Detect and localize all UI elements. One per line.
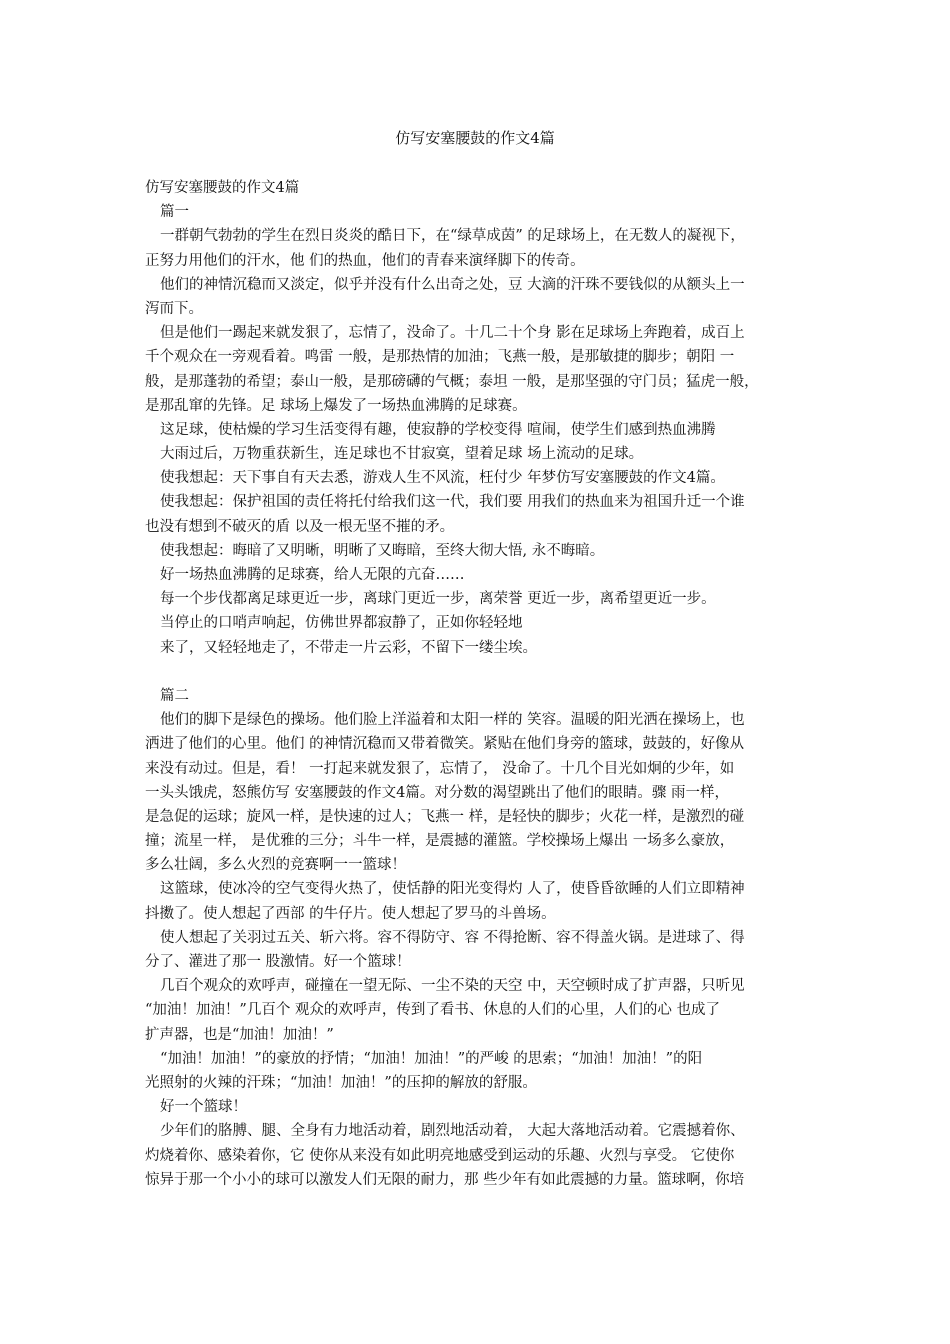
- paragraph-line: 光照射的火辣的汗珠；“加油！加油！”的压抑的解放的舒服。: [145, 1074, 537, 1091]
- paragraph-line: 使我想起：保护祖国的责任将托付给我们这一代，我们要 用我们的热血来为祖国升迁一个谁: [160, 494, 745, 511]
- section-heading: 篇一: [160, 204, 189, 221]
- paragraph-line: 但是他们一踢起来就发狠了，忘情了，没命了。十几二十个身 影在足球场上奔跑着，成百上: [160, 325, 745, 342]
- paragraph-line: 正努力用他们的汗水，他 们的热血，他们的青春来演绎脚下的传奇。: [145, 252, 585, 269]
- paragraph-line: 使人想起了关羽过五关、斩六将。容不得防守、容 不得抢断、容不得盖火锅。是进球了、得: [160, 929, 745, 946]
- paragraph-line: 每一个步伐都离足球更近一步，离球门更近一步，离荣誉 更近一步，离希望更近一步。: [160, 591, 716, 608]
- section-spacer: [145, 660, 817, 684]
- section-heading: 篇二: [160, 687, 189, 704]
- paragraph-line: 几百个观众的欢呼声，碰撞在一望无际、一尘不染的天空 中，天空顿时成了扩声器，只听见: [160, 978, 745, 995]
- document-body: [145, 176, 817, 1192]
- document-subtitle: 仿写安塞腰鼓的作文4篇: [145, 180, 300, 196]
- paragraph-line: “加油！加油！”几百个 观众的欢呼声，传到了看书、休息的人们的心里，人们的心 也成了: [145, 1002, 721, 1019]
- paragraph-line: 是急促的运球；旋风一样，是快速的过人；飞燕一 样，是轻快的脚步；火花一样，是激烈的碰: [145, 808, 745, 825]
- paragraph-line: 来没有动过。但是，看！ 一打起来就发狠了，忘情了， 没命了。十几个目光如炯的少年，如: [145, 760, 735, 777]
- paragraph-line: 当停止的口哨声响起，仿佛世界都寂静了，正如你轻轻地: [160, 615, 523, 632]
- paragraph-line: 千个观众在一旁观看着。鸣雷 一般，是那热情的加油；飞燕一般，是那敏捷的脚步；朝阳 一: [145, 349, 735, 366]
- paragraph-line: 扩声器，也是“加油！加油！”: [145, 1026, 334, 1043]
- paragraph-line: 他们的神情沉稳而又淡定，似乎并没有什么出奇之处，豆 大滴的汗珠不要钱似的从额头上一: [160, 276, 745, 293]
- paragraph-line: 好一场热血沸腾的足球赛，给人无限的亢奋……: [160, 567, 465, 583]
- paragraph-line: 多么壮阔，多么火烈的竞赛啊一一篮球！: [145, 857, 406, 874]
- paragraph-line: 使我想起：晦暗了又明晰，明晰了又晦暗，至终大彻大悟, 永不晦暗。: [160, 542, 605, 559]
- paragraph-line: 大雨过后，万物重获新生，连足球也不甘寂寞，望着足球 场上流动的足球。: [160, 446, 644, 463]
- paragraph-line: 是那乱窜的先锋。足 球场上爆发了一场热血沸腾的足球赛。: [145, 397, 527, 414]
- paragraph-line: 这足球，使枯燥的学习生活变得有趣，使寂静的学校变得 喧闹，使学生们感到热血沸腾: [160, 421, 716, 438]
- paragraph-line: 灼烧着你、感染着你，它 使你从来没有如此明亮地感受到运动的乐趣、火烈与享受。 它使你: [145, 1147, 735, 1164]
- paragraph-line: 撞；流星一样， 是优雅的三分；斗牛一样，是震撼的灌篮。学校操场上爆出 一场多么豪放，: [145, 833, 735, 850]
- paragraph-line: 这篮球，使冰冷的空气变得火热了，使恬静的阳光变得灼 人了，使昏昏欲睡的人们立即精神: [160, 881, 745, 898]
- paragraph-line: 惊异于那一个小小的球可以激发人们无限的耐力，那 些少年有如此震撼的力量。篮球啊，你培: [145, 1171, 745, 1188]
- paragraph-line: 泻而下。: [145, 300, 203, 317]
- paragraph-line: 一群朝气勃勃的学生在烈日炎炎的酷日下，在“绿草成茵” 的足球场上，在无数人的凝视下，: [160, 228, 745, 245]
- paragraph-line: 一头头饿虎，怒熊仿写 安塞腰鼓的作文4篇。对分数的渴望跳出了他们的眼睛。骤 雨一样，: [145, 784, 729, 801]
- paragraph-line: “加油！加油！”的豪放的抒情；“加油！加油！”的严峻 的思索；“加油！加油！”的阳: [160, 1050, 703, 1067]
- paragraph-line: 好一个篮球！: [160, 1099, 247, 1116]
- paragraph-line: 般，是那蓬勃的希望；泰山一般，是那磅礴的气概；泰坦 一般，是那坚强的守门员；猛虎一般，: [145, 373, 759, 390]
- paragraph-line: 也没有想到不破灭的盾 以及一根无坚不摧的矛。: [145, 518, 455, 535]
- paragraph-line: 抖擞了。使人想起了西部 的牛仔片。使人想起了罗马的斗兽场。: [145, 905, 556, 922]
- paragraph-line: 少年们的胳膊、腿、全身有力地活动着，剧烈地活动着， 大起大落地活动着。它震撼着你、: [160, 1123, 745, 1140]
- paragraph-line: 来了，又轻轻地走了，不带走一片云彩，不留下一缕尘埃。: [160, 639, 537, 656]
- document-title: 仿写安塞腰鼓的作文4篇: [395, 129, 555, 147]
- paragraph-line: 分了、灌进了那一 股激情。好一个篮球！: [145, 954, 411, 970]
- paragraph-line: 洒进了他们的心里。他们 的神情沉稳而又带着微笑。紧贴在他们身旁的篮球，鼓鼓的，好像从: [145, 736, 745, 753]
- paragraph-line: 使我想起：天下事自有天去悉，游戏人生不风流，枉付少 年梦仿写安塞腰鼓的作文4篇。: [160, 470, 725, 487]
- paragraph-line: 他们的脚下是绿色的操场。他们脸上洋溢着和太阳一样的 笑容。温暖的阳光洒在操场上，也: [160, 712, 745, 729]
